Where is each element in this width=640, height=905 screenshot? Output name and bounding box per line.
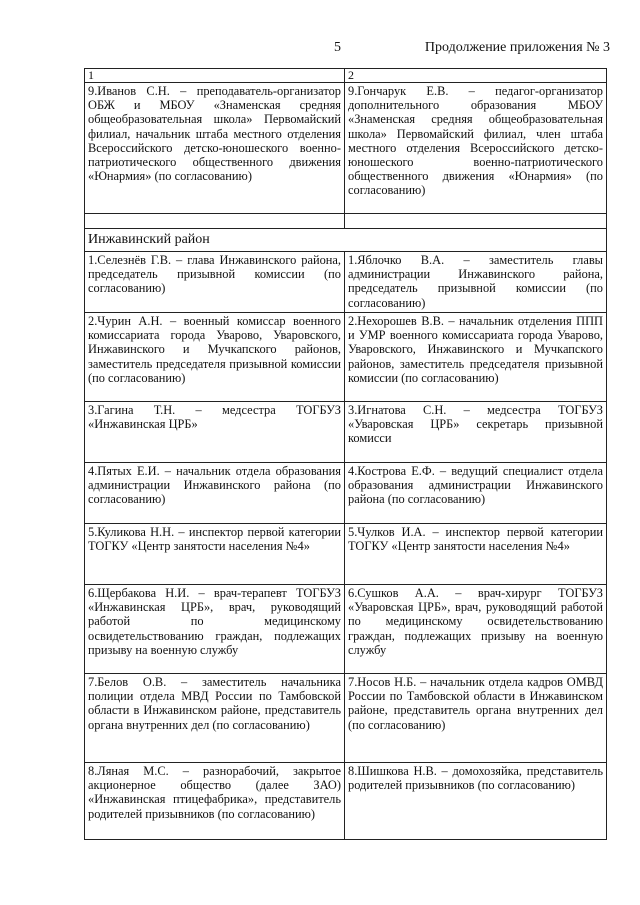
table-row bbox=[85, 402, 607, 463]
main-member-cell: 6.Щербакова Н.И. – врач-терапевт ТОГБУЗ «Инжавинская ЦРБ», врач, руководящий работой по медицинскому освидетельствованию граждан, подлежащих призыву на военную службу bbox=[85, 585, 345, 674]
table-row bbox=[85, 252, 607, 313]
main-member-cell: 2.Чурин А.Н. – военный комиссар военного комиссариата города Уварово, Уваровского, Инжавинского и Мучкапского районов, заместитель председателя призывной комиссии (по согласованию) bbox=[85, 313, 345, 402]
main-member-cell: 4.Пятых Е.И. – начальник отдела образования администрации Инжавинского района (по согласованию) bbox=[85, 463, 345, 524]
spacer-row bbox=[85, 214, 607, 229]
reserve-member-cell: 8.Шишкова Н.В. – домохозяйка, представитель родителей призывников (по согласованию) bbox=[345, 763, 607, 840]
table-row bbox=[85, 763, 607, 840]
table-row bbox=[85, 524, 607, 585]
main-member-cell: 7.Белов О.В. – заместитель начальника полиции отдела МВД России по Тамбовской области в Инжавинском районе, представитель органа внутренних дел (по согласованию) bbox=[85, 674, 345, 763]
table-row bbox=[85, 463, 607, 524]
column-number-row bbox=[85, 69, 607, 83]
reserve-member-cell: 5.Чулков И.А. – инспектор первой категории ТОГКУ «Центр занятости населения №4» bbox=[345, 524, 607, 585]
table-row bbox=[85, 83, 607, 214]
spacer-cell bbox=[85, 214, 345, 229]
main-member-cell: 3.Гагина Т.Н. – медсестра ТОГБУЗ «Инжавинская ЦРБ» bbox=[85, 402, 345, 463]
continuation-caption: Продолжение приложения № 3 bbox=[424, 40, 610, 55]
page-number: 5 bbox=[334, 40, 341, 55]
reserve-member-cell: 3.Игнатова С.Н. – медсестра ТОГБУЗ «Уваровская ЦРБ» секретарь призывной комисси bbox=[345, 402, 607, 463]
reserve-member-cell: 4.Кострова Е.Ф. – ведущий специалист отдела образования администрации Инжавинского района (по согласованию) bbox=[345, 463, 607, 524]
spacer-cell bbox=[345, 214, 607, 229]
reserve-member-cell: 6.Сушков А.А. – врач-хирург ТОГБУЗ «Уваровская ЦРБ», врач, руководящий работой по медицинскому освидетельствованию граждан, подлежащих призыву на военную службу bbox=[345, 585, 607, 674]
section-row bbox=[85, 229, 607, 252]
table-row bbox=[85, 313, 607, 402]
reserve-member-cell: 1.Яблочко В.А. – заместитель главы администрации Инжавинского района, председатель призывной комиссии (по согласованию) bbox=[345, 252, 607, 313]
table-row bbox=[85, 674, 607, 763]
commission-table bbox=[84, 68, 607, 840]
main-member-cell: 5.Куликова Н.Н. – инспектор первой категории ТОГКУ «Центр занятости населения №4» bbox=[85, 524, 345, 585]
table-row bbox=[85, 585, 607, 674]
section-title: Инжавинский район bbox=[85, 229, 607, 252]
column-number-2: 2 bbox=[345, 69, 607, 83]
reserve-member-cell: 7.Носов Н.Б. – начальник отдела кадров ОМВД России по Тамбовской области в Инжавинском районе, представитель органа внутренних дел (по согласованию) bbox=[345, 674, 607, 763]
column-number-1: 1 bbox=[85, 69, 345, 83]
reserve-member-cell: 2.Нехорошев В.В. – начальник отделения ППП и УМР военного комиссариата города Уварово, Уваровского, Инжавинского и Мучкапского районов, заместитель председателя призывной комиссии (по согласованию) bbox=[345, 313, 607, 402]
main-member-cell: 9.Иванов С.Н. – преподаватель-организатор ОБЖ и МБОУ «Знаменская средняя общеобразовательная школа» Первомайский филиал, начальник штаба местного отделения Всероссийского детско-юношеского военно-патриотического общественного движения «Юнармия» (по согласованию) bbox=[85, 83, 345, 214]
main-member-cell: 1.Селезнёв Г.В. – глава Инжавинского района, председатель призывной комиссии (по согласованию) bbox=[85, 252, 345, 313]
main-member-cell: 8.Ляная М.С. – разнорабочий, закрытое акционерное общество (далее ЗАО) «Инжавинская птицефабрика», представитель родителей призывников (по согласованию) bbox=[85, 763, 345, 840]
reserve-member-cell: 9.Гончарук Е.В. – педагог-организатор дополнительного образования МБОУ «Знаменская средняя общеобразовательная школа» Первомайский филиал, член штаба местного отделения Всероссийского детско-юношеского военно-патриотического общественного движения «Юнармия» (по согласованию) bbox=[345, 83, 607, 214]
